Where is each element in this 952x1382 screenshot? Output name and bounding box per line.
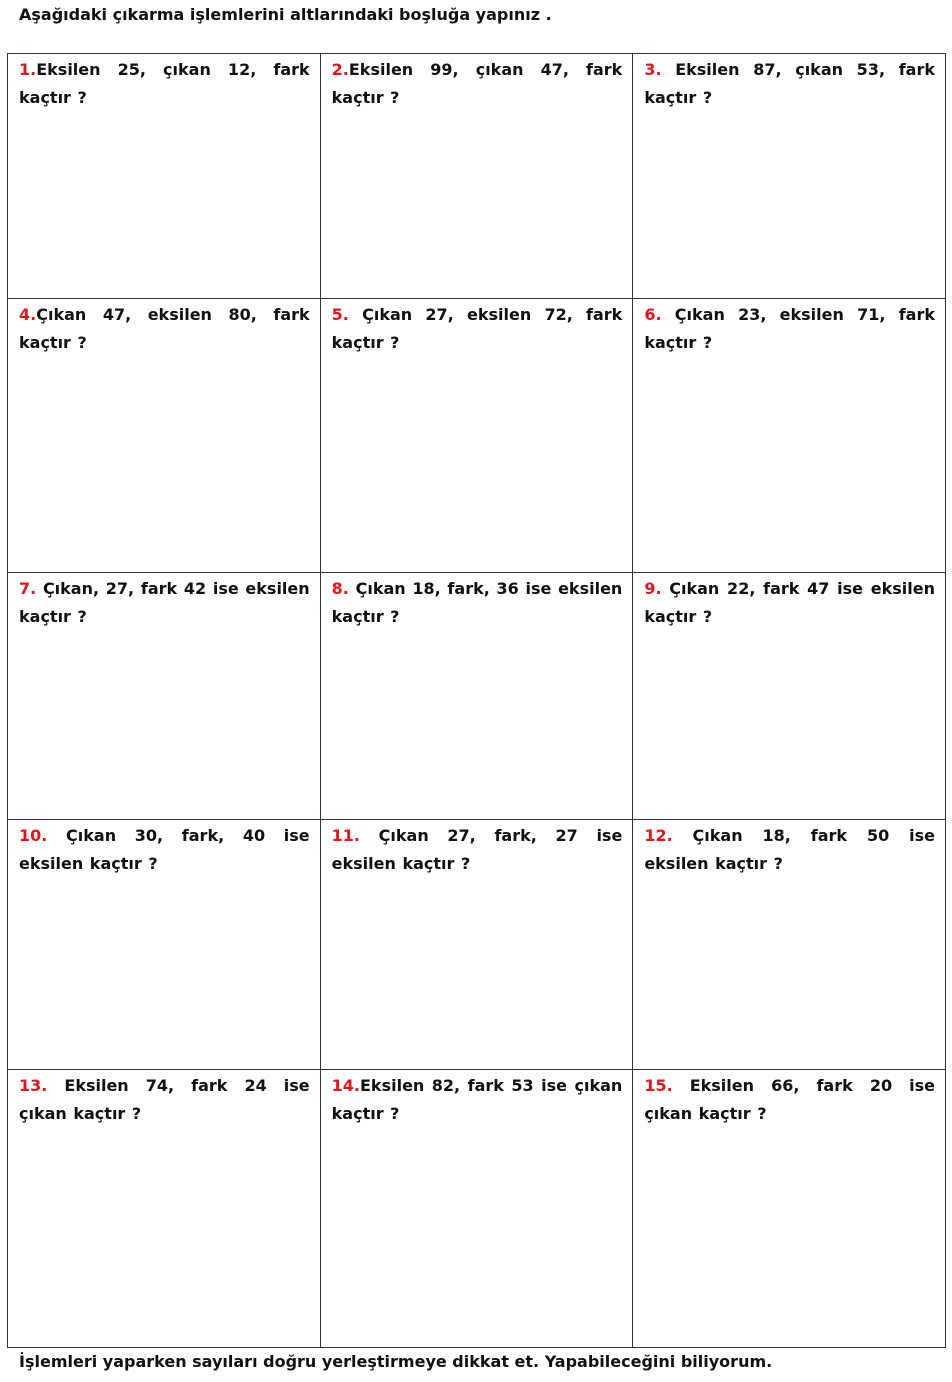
grid-row xyxy=(8,1070,946,1348)
problem-text: Çıkan 18, fark 50 ise eksilen kaçtır ? xyxy=(644,826,935,873)
instruction-heading: Aşağıdaki çıkarma işlemlerini altlarındaki boşluğa yapınız . xyxy=(19,5,552,24)
problem-cell-5[interactable] xyxy=(320,299,633,573)
problem-text: Eksilen 87, çıkan 53, fark kaçtır ? xyxy=(644,60,935,107)
problem-cell-9[interactable] xyxy=(633,573,946,820)
problem-number: 4. xyxy=(19,305,37,324)
problem-text: Eksilen 25, çıkan 12, fark kaçtır ? xyxy=(19,60,310,107)
problem-text: Çıkan 27, eksilen 72, fark kaçtır ? xyxy=(331,305,623,352)
grid-row xyxy=(8,820,946,1070)
problem-number: 9. xyxy=(644,579,662,598)
problem-cell-3[interactable] xyxy=(633,54,946,299)
problem-cell-8[interactable] xyxy=(320,573,633,820)
problem-number: 3. xyxy=(644,60,662,79)
problem-number: 7. xyxy=(19,579,37,598)
problem-number: 11. xyxy=(331,826,360,845)
grid-row xyxy=(8,299,946,573)
grid-row xyxy=(8,54,946,299)
problem-number: 14. xyxy=(331,1076,360,1095)
problem-cell-1[interactable] xyxy=(8,54,321,299)
problem-text: Eksilen 66, fark 20 ise çıkan kaçtır ? xyxy=(644,1076,935,1123)
problem-text: Çıkan, 27, fark 42 ise eksilen kaçtır ? xyxy=(19,579,310,626)
problem-text: Eksilen 82, fark 53 ise çıkan kaçtır ? xyxy=(331,1076,623,1123)
encouragement-footer: İşlemleri yaparken sayıları doğru yerleştirmeye dikkat et. Yapabileceğini biliyorum. xyxy=(19,1352,773,1371)
problem-cell-10[interactable] xyxy=(8,820,321,1070)
problem-text: Çıkan 27, fark, 27 ise eksilen kaçtır ? xyxy=(331,826,623,873)
problem-text: Çıkan 23, eksilen 71, fark kaçtır ? xyxy=(644,305,935,352)
problem-grid xyxy=(7,53,946,1348)
problem-number: 13. xyxy=(19,1076,48,1095)
problem-number: 15. xyxy=(644,1076,673,1095)
problem-cell-12[interactable] xyxy=(633,820,946,1070)
problem-text: Çıkan 18, fark, 36 ise eksilen kaçtır ? xyxy=(331,579,623,626)
problem-cell-4[interactable] xyxy=(8,299,321,573)
problem-text: Eksilen 74, fark 24 ise çıkan kaçtır ? xyxy=(19,1076,310,1123)
problem-text: Çıkan 47, eksilen 80, fark kaçtır ? xyxy=(19,305,310,352)
problem-text: Eksilen 99, çıkan 47, fark kaçtır ? xyxy=(331,60,623,107)
grid-row xyxy=(8,573,946,820)
problem-number: 5. xyxy=(331,305,349,324)
problem-cell-6[interactable] xyxy=(633,299,946,573)
problem-cell-7[interactable] xyxy=(8,573,321,820)
problem-number: 2. xyxy=(331,60,349,79)
problem-number: 8. xyxy=(331,579,349,598)
problem-number: 6. xyxy=(644,305,662,324)
problem-cell-13[interactable] xyxy=(8,1070,321,1348)
problem-number: 10. xyxy=(19,826,48,845)
problem-number: 12. xyxy=(644,826,673,845)
problem-cell-14[interactable] xyxy=(320,1070,633,1348)
problem-cell-2[interactable] xyxy=(320,54,633,299)
problem-text: Çıkan 22, fark 47 ise eksilen kaçtır ? xyxy=(644,579,935,626)
problem-number: 1. xyxy=(19,60,37,79)
problem-cell-11[interactable] xyxy=(320,820,633,1070)
problem-text: Çıkan 30, fark, 40 ise eksilen kaçtır ? xyxy=(19,826,310,873)
problem-cell-15[interactable] xyxy=(633,1070,946,1348)
